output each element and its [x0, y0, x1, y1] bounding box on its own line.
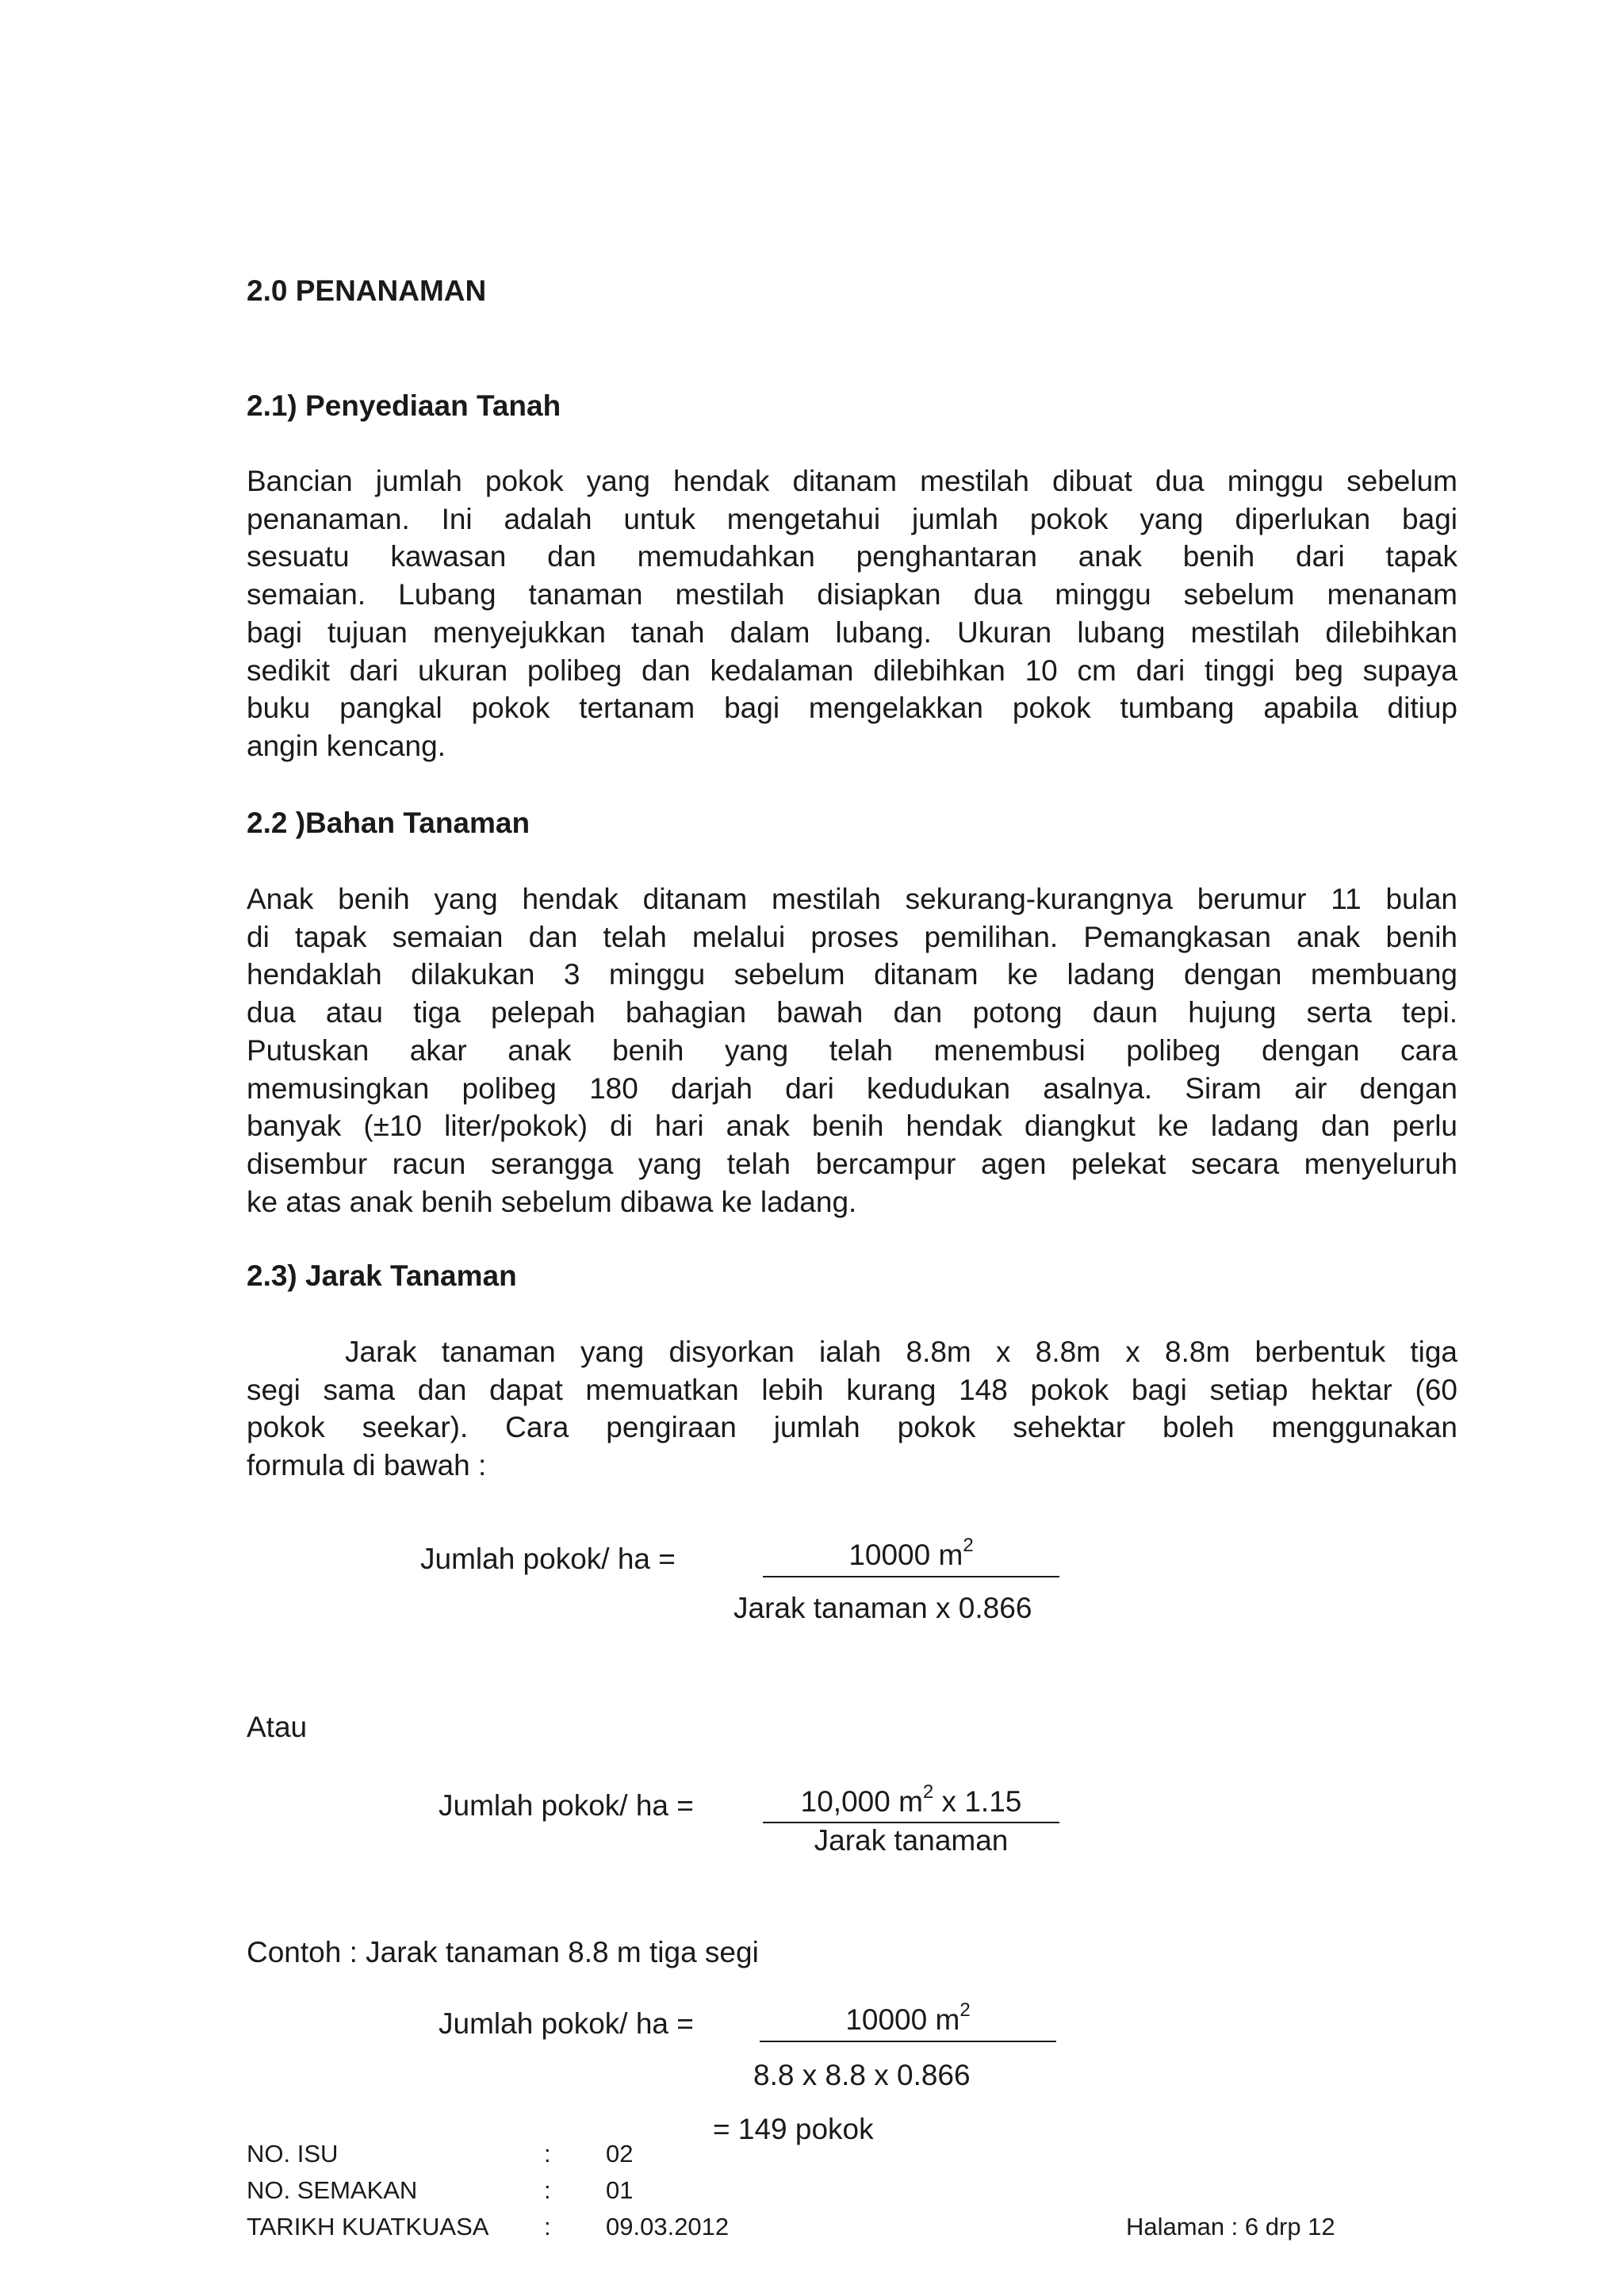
footer-colon: : — [544, 2176, 551, 2204]
text-line: hendaklah dilakukan 3 minggu sebelum ditanam ke ladang dengan membuang — [247, 958, 1457, 991]
text-line: pokok seekar). Cara pengiraan jumlah pokok sehektar boleh menggunakan — [247, 1411, 1457, 1444]
formula-3-label: Jumlah pokok/ ha = — [439, 2007, 694, 2040]
heading-penyediaan-tanah: 2.1) Penyediaan Tanah — [247, 389, 561, 422]
footer-isu-label: NO. ISU — [247, 2140, 339, 2168]
formula-1-denominator: Jarak tanaman x 0.866 — [733, 1592, 1032, 1624]
section-title: 2.0 PENANAMAN — [247, 274, 487, 307]
text-line: buku pangkal pokok tertanam bagi mengelakkan pokok tumbang apabila ditiup — [247, 692, 1457, 725]
text-line: formula di bawah : — [247, 1449, 487, 1482]
text-line: dua atau tiga pelepah bahagian bawah dan potong daun hujung serta tepi. — [247, 996, 1457, 1029]
atau-text: Atau — [247, 1711, 308, 1743]
text-line: di tapak semaian dan telah melalui proses pemilihan. Pemangkasan anak benih — [247, 920, 1457, 953]
formula-1-label: Jumlah pokok/ ha = — [420, 1543, 676, 1575]
formula-2-numerator: 10,000 $m^2$ x 1.15 — [800, 1780, 1022, 1818]
footer-isu-value: 02 — [606, 2140, 634, 2168]
paragraph-bahan-tanaman — [247, 880, 1457, 1221]
formula-2-denominator: Jarak tanaman — [814, 1824, 1009, 1857]
heading-jarak-tanaman: 2.3) Jarak Tanaman — [247, 1259, 517, 1292]
footer-tarikh-value: 09.03.2012 — [606, 2213, 730, 2240]
fraction-bar — [760, 2041, 1056, 2042]
heading-bahan-tanaman: 2.2 )Bahan Tanaman — [247, 807, 530, 839]
text-line: ke atas anak benih sebelum dibawa ke ladang. — [247, 1185, 857, 1218]
text-line: angin kencang. — [247, 729, 446, 762]
formula-2-label: Jumlah pokok/ ha = — [439, 1789, 694, 1822]
footer-colon: : — [544, 2140, 551, 2168]
footer-colon: : — [544, 2213, 551, 2240]
paragraph-penyediaan-tanah — [247, 462, 1457, 765]
text-line: semaian. Lubang tanaman mestilah disiapkan dua minggu sebelum menanam — [247, 578, 1457, 611]
text-line: banyak (±10 liter/pokok) di hari anak benih hendak diangkut ke ladang dan perlu — [247, 1110, 1457, 1143]
formula-3-denominator: 8.8 x 8.8 x 0.866 — [753, 2059, 971, 2091]
fraction-bar — [763, 1576, 1059, 1577]
text-line: Anak benih yang hendak ditanam mestilah sekurang-kurangnya berumur 11 bulan — [247, 883, 1457, 915]
text-line: segi sama dan dapat memuatkan lebih kurang 148 pokok bagi setiap hektar (60 — [247, 1373, 1457, 1406]
text-line: bagi tujuan menyejukkan tanah dalam lubang. Ukuran lubang mestilah dilebihkan — [247, 615, 1457, 649]
text-line: disembur racun serangga yang telah bercampur agen pelekat secara menyeluruh — [247, 1147, 1457, 1180]
formula-3-numerator: 10000 $m^2$ — [845, 1999, 971, 2036]
contoh-text: Contoh : Jarak tanaman 8.8 m tiga segi — [247, 1936, 759, 1968]
text-line: Bancian jumlah pokok yang hendak ditanam mestilah dibuat dua minggu sebelum — [247, 465, 1457, 497]
text-line: sedikit dari ukuran polibeg dan kedalaman dilebihkan 10 cm dari tinggi beg supaya — [247, 654, 1457, 687]
footer-semakan-label: NO. SEMAKAN — [247, 2176, 418, 2204]
text-line: Putuskan akar anak benih yang telah menembusi polibeg dengan cara — [247, 1033, 1457, 1067]
footer-tarikh-label: TARIKH KUATKUASA — [247, 2213, 489, 2240]
footer-page-number: Halaman : 6 drp 12 — [1126, 2213, 1335, 2240]
text-line: penanaman. Ini adalah untuk mengetahui jumlah pokok yang diperlukan bagi — [247, 502, 1457, 535]
formula-3-result: = 149 pokok — [713, 2113, 874, 2145]
text-line: sesuatu kawasan dan memudahkan penghantaran anak benih dari tapak — [247, 540, 1457, 573]
formula-1-numerator: 10000 $m^2$ — [848, 1534, 974, 1571]
text-line: memusingkan polibeg 180 darjah dari kedudukan asalnya. Siram air dengan — [247, 1071, 1457, 1105]
paragraph-jarak-tanaman — [247, 1333, 1457, 1485]
footer-semakan-value: 01 — [606, 2176, 634, 2204]
text-line: Jarak tanaman yang disyorkan ialah 8.8m x 8.8m x 8.8m berbentuk tiga — [345, 1336, 1457, 1368]
